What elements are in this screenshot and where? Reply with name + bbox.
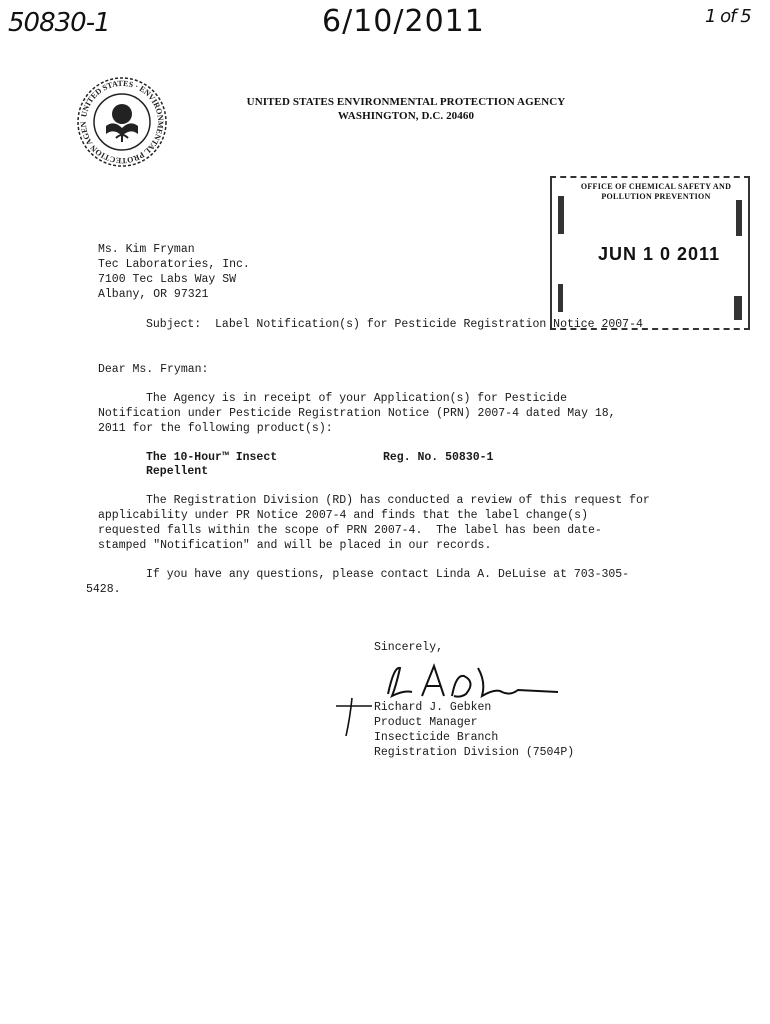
signer-division: Registration Division (7504P) bbox=[374, 746, 575, 759]
stamp-left-bar bbox=[558, 196, 564, 234]
stamp-right-bar bbox=[736, 200, 742, 236]
paragraph-1-line-2: Notification under Pesticide Registration Notice (PRN) 2007-4 dated May 18, bbox=[98, 407, 616, 420]
paragraph-2-line-3: requested falls within the scope of PRN 2007-4. The label has been date- bbox=[98, 524, 602, 537]
paragraph-2-line-1: The Registration Division (RD) has conducted a review of this request for bbox=[146, 494, 650, 507]
signer-title: Product Manager bbox=[374, 716, 478, 729]
recipient-street: 7100 Tec Labs Way SW bbox=[98, 273, 237, 286]
agency-address: WASHINGTON, D.C. 20460 bbox=[337, 110, 475, 122]
stamp-date: JUN 1 0 2011 bbox=[598, 244, 721, 264]
stamp-office: OFFICE OF CHEMICAL SAFETY AND POLLUTION PREVENTION bbox=[580, 182, 732, 201]
closing-sincerely: Sincerely, bbox=[374, 641, 444, 654]
agency-name: UNITED STATES ENVIRONMENTAL PROTECTION AGENCY bbox=[246, 96, 566, 108]
stamp-right-bar-lower bbox=[734, 296, 742, 320]
signer-name: Richard J. Gebken bbox=[374, 701, 492, 714]
received-stamp bbox=[550, 176, 750, 330]
subject-line: Subject: Label Notification(s) for Pesticide Registration Notice 2007-4 bbox=[146, 318, 643, 331]
signature-text: L. A. DeLuise bbox=[530, 664, 585, 673]
paragraph-3-line-1: If you have any questions, please contact Linda A. DeLuise at 703-305- bbox=[146, 568, 630, 581]
initial-mark-icon bbox=[334, 694, 374, 740]
paragraph-1-line-1: The Agency is in receipt of your Application(s) for Pesticide bbox=[146, 392, 567, 405]
paragraph-3-line-2: 5428. bbox=[86, 583, 121, 596]
recipient-city: Albany, OR 97321 bbox=[98, 288, 209, 301]
recipient-company: Tec Laboratories, Inc. bbox=[98, 258, 250, 271]
epa-seal-icon bbox=[76, 76, 168, 168]
paragraph-2-line-2: applicability under PR Notice 2007-4 and finds that the label change(s) bbox=[98, 509, 588, 522]
salutation: Dear Ms. Fryman: bbox=[98, 363, 209, 376]
svg-text:UNITED STATES · ENVIRONMENTAL: UNITED STATES · ENVIRONMENTAL PROTECTION AGEN bbox=[78, 78, 166, 166]
signature-initial-mark bbox=[334, 694, 374, 740]
handwritten-date: 6/10/2011 bbox=[322, 4, 485, 39]
product-name-line-1: The 10-Hour™ Insect bbox=[146, 451, 278, 464]
stamp-left-bar-lower bbox=[558, 284, 563, 312]
epa-seal bbox=[76, 76, 168, 168]
recipient-name: Ms. Kim Fryman bbox=[98, 243, 195, 256]
handwritten-page-count: 1 of 5 bbox=[705, 6, 751, 27]
product-name-line-2: Repellent bbox=[146, 465, 209, 478]
signer-branch: Insecticide Branch bbox=[374, 731, 499, 744]
paragraph-1-line-3: 2011 for the following product(s): bbox=[98, 422, 333, 435]
paragraph-2-line-4: stamped "Notification" and will be placed in our records. bbox=[98, 539, 492, 552]
handwritten-reg-number: 50830-1 bbox=[8, 8, 110, 38]
product-reg-no: Reg. No. 50830-1 bbox=[383, 451, 494, 464]
